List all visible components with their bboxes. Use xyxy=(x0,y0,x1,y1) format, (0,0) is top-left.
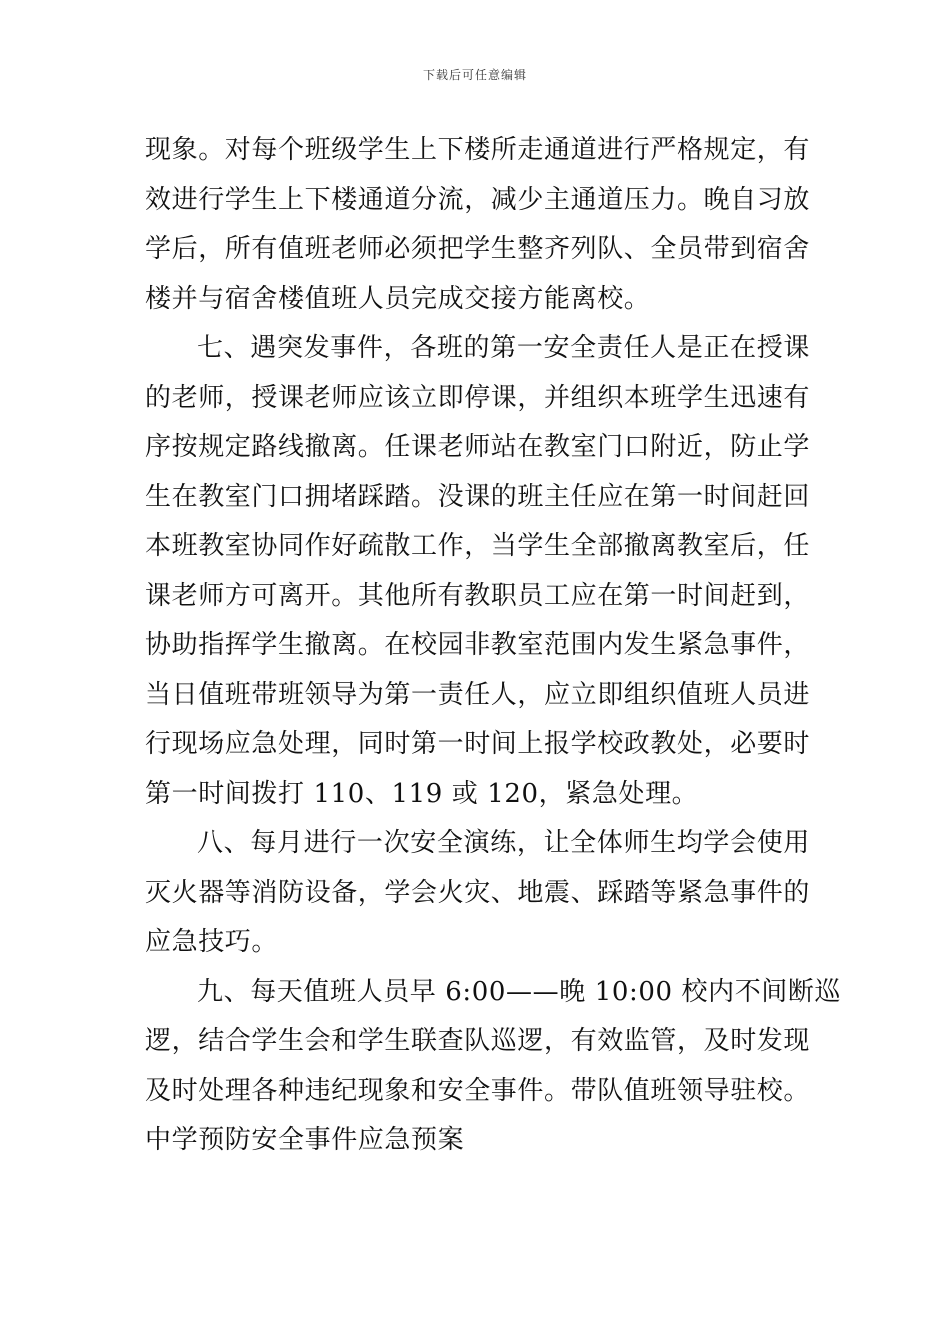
text-line: 当日值班带班领导为第一责任人，应立即组织值班人员进 xyxy=(145,679,811,710)
document-body xyxy=(145,126,842,1166)
text-line: 及时处理各种违纪现象和安全事件。带队值班领导驻校。 xyxy=(145,1075,811,1106)
text-line: 协助指挥学生撤离。在校园非教室范围内发生紧急事件， xyxy=(145,630,811,660)
text-line: 楼并与宿舍楼值班人员完成交接方能离校。 xyxy=(145,283,651,314)
page-header: 下载后可任意编辑 xyxy=(422,68,527,82)
paragraph-continuation xyxy=(145,126,810,324)
text-line: 应急技巧。 xyxy=(145,927,279,957)
text-line: 序按规定路线撤离。任课老师站在教室门口附近，防止学 xyxy=(145,432,811,462)
text-line: 第一时间拨打 110、119 或 120，紧急处理。 xyxy=(145,778,699,809)
text-line: 本班教室协同作好疏散工作，当学生全部撤离教室后，任 xyxy=(145,531,811,561)
text-line: 课老师方可离开。其他所有教职员工应在第一时间赶到， xyxy=(145,580,811,611)
text-line: 八、每月进行一次安全演练，让全体师生均学会使用 xyxy=(197,828,810,858)
text-line: 行现场应急处理，同时第一时间上报学校政教处，必要时 xyxy=(145,729,811,759)
paragraph-seven xyxy=(145,324,810,819)
text-line: 现象。对每个班级学生上下楼所走通道进行严格规定，有 xyxy=(145,135,811,165)
section-title: 中学预防安全事件应急预案 xyxy=(145,1125,465,1155)
text-line: 学后，所有值班老师必须把学生整齐列队、全员带到宿舍 xyxy=(145,234,811,264)
text-line: 生在教室门口拥堵踩踏。没课的班主任应在第一时间赶回 xyxy=(145,481,811,512)
paragraph-eight xyxy=(145,819,810,968)
text-line: 九、每天值班人员早 6:00——晚 10:00 校内不间断巡 xyxy=(197,976,842,1007)
text-line: 效进行学生上下楼通道分流，减少主通道压力。晚自习放 xyxy=(145,184,811,215)
text-line: 七、遇突发事件，各班的第一安全责任人是正在授课 xyxy=(197,333,810,363)
text-line: 逻，结合学生会和学生联查队巡逻，有效监管，及时发现 xyxy=(145,1026,811,1056)
paragraph-nine xyxy=(145,968,842,1117)
text-line: 的老师，授课老师应该立即停课，并组织本班学生迅速有 xyxy=(145,382,811,413)
text-line: 灭火器等消防设备，学会火灾、地震、踩踏等紧急事件的 xyxy=(145,877,811,908)
